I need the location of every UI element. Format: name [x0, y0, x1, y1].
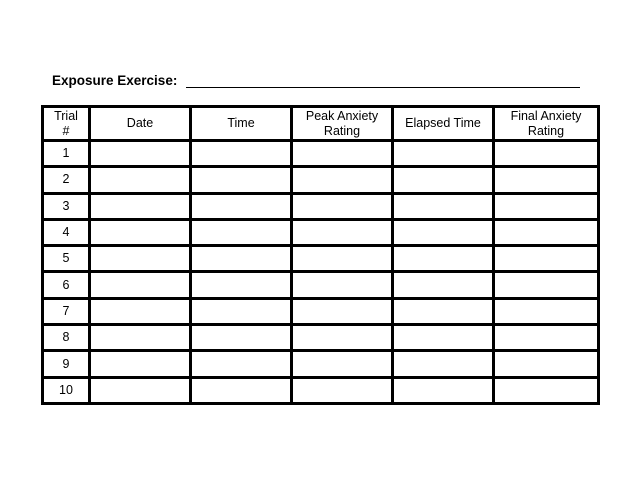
cell-date[interactable]: [91, 247, 189, 270]
column-header-date: [91, 108, 189, 139]
cell-date[interactable]: [91, 300, 189, 323]
cell-final-anxiety-rating[interactable]: [495, 352, 597, 375]
cell-elapsed-time[interactable]: [394, 379, 492, 402]
table-row: [44, 273, 597, 296]
table-header: [44, 108, 597, 139]
cell-elapsed-time[interactable]: [394, 168, 492, 191]
cell-final-anxiety-rating[interactable]: [495, 273, 597, 296]
cell-final-anxiety-rating[interactable]: [495, 247, 597, 270]
table-row: [44, 352, 597, 375]
cell-date[interactable]: [91, 221, 189, 244]
cell-peak-anxiety-rating[interactable]: [293, 379, 391, 402]
cell-date[interactable]: [91, 326, 189, 349]
table-row: [44, 195, 597, 218]
column-header-elapsed-time-label: Elapsed Time: [405, 116, 481, 130]
cell-trial: 7: [44, 300, 88, 323]
cell-trial: 9: [44, 352, 88, 375]
cell-time[interactable]: [192, 142, 290, 165]
cell-trial: 6: [44, 273, 88, 296]
cell-peak-anxiety-rating[interactable]: [293, 352, 391, 375]
cell-elapsed-time[interactable]: [394, 221, 492, 244]
cell-time[interactable]: [192, 168, 290, 191]
cell-elapsed-time[interactable]: [394, 247, 492, 270]
cell-time[interactable]: [192, 195, 290, 218]
table-row: [44, 247, 597, 270]
cell-elapsed-time[interactable]: [394, 273, 492, 296]
cell-elapsed-time[interactable]: [394, 142, 492, 165]
table-header-row: [44, 108, 597, 139]
cell-date[interactable]: [91, 273, 189, 296]
cell-elapsed-time[interactable]: [394, 352, 492, 375]
cell-final-anxiety-rating[interactable]: [495, 195, 597, 218]
column-header-trial: [44, 108, 88, 139]
cell-time[interactable]: [192, 273, 290, 296]
table-row: [44, 326, 597, 349]
cell-peak-anxiety-rating[interactable]: [293, 168, 391, 191]
cell-time[interactable]: [192, 300, 290, 323]
cell-elapsed-time[interactable]: [394, 195, 492, 218]
cell-time[interactable]: [192, 326, 290, 349]
table-row: [44, 221, 597, 244]
cell-date[interactable]: [91, 142, 189, 165]
cell-time[interactable]: [192, 379, 290, 402]
cell-final-anxiety-rating[interactable]: [495, 168, 597, 191]
column-header-peak-anxiety-rating: [293, 108, 391, 139]
column-header-peak-anxiety-line-1: Peak Anxiety: [305, 108, 379, 123]
cell-final-anxiety-rating[interactable]: [495, 379, 597, 402]
column-header-trial-line-1: Trial: [54, 108, 78, 123]
cell-date[interactable]: [91, 379, 189, 402]
exposure-exercise-label: Exposure Exercise:: [52, 73, 178, 88]
table-body: [44, 142, 597, 402]
cell-peak-anxiety-rating[interactable]: [293, 195, 391, 218]
cell-final-anxiety-rating[interactable]: [495, 326, 597, 349]
cell-peak-anxiety-rating[interactable]: [293, 247, 391, 270]
column-header-final-anxiety-line-1: Final Anxiety: [510, 108, 582, 123]
exposure-exercise-line: [52, 73, 592, 93]
cell-time[interactable]: [192, 247, 290, 270]
cell-date[interactable]: [91, 195, 189, 218]
cell-trial: 1: [44, 142, 88, 165]
table-row: [44, 168, 597, 191]
cell-final-anxiety-rating[interactable]: [495, 221, 597, 244]
column-header-final-anxiety-rating: [495, 108, 597, 139]
column-header-time: [192, 108, 290, 139]
cell-date[interactable]: [91, 352, 189, 375]
cell-peak-anxiety-rating[interactable]: [293, 142, 391, 165]
table-row: [44, 379, 597, 402]
cell-trial: 8: [44, 326, 88, 349]
cell-peak-anxiety-rating[interactable]: [293, 273, 391, 296]
column-header-date-label: Date: [126, 116, 154, 130]
cell-peak-anxiety-rating[interactable]: [293, 300, 391, 323]
cell-time[interactable]: [192, 352, 290, 375]
column-header-trial-line-2: #: [62, 123, 70, 138]
cell-trial: 3: [44, 195, 88, 218]
cell-peak-anxiety-rating[interactable]: [293, 221, 391, 244]
exposure-exercise-blank[interactable]: [186, 73, 580, 88]
cell-time[interactable]: [192, 221, 290, 244]
cell-final-anxiety-rating[interactable]: [495, 142, 597, 165]
table-row: [44, 142, 597, 165]
table-row: [44, 300, 597, 323]
exposure-log-table: [41, 105, 600, 405]
column-header-elapsed-time: [394, 108, 492, 139]
cell-date[interactable]: [91, 168, 189, 191]
cell-peak-anxiety-rating[interactable]: [293, 326, 391, 349]
cell-trial: 4: [44, 221, 88, 244]
cell-final-anxiety-rating[interactable]: [495, 300, 597, 323]
column-header-final-anxiety-line-2: Rating: [527, 123, 565, 138]
column-header-peak-anxiety-line-2: Rating: [323, 123, 361, 138]
cell-elapsed-time[interactable]: [394, 326, 492, 349]
cell-trial: 5: [44, 247, 88, 270]
cell-trial: 2: [44, 168, 88, 191]
column-header-time-label: Time: [227, 116, 255, 130]
cell-trial: 10: [44, 379, 88, 402]
cell-elapsed-time[interactable]: [394, 300, 492, 323]
